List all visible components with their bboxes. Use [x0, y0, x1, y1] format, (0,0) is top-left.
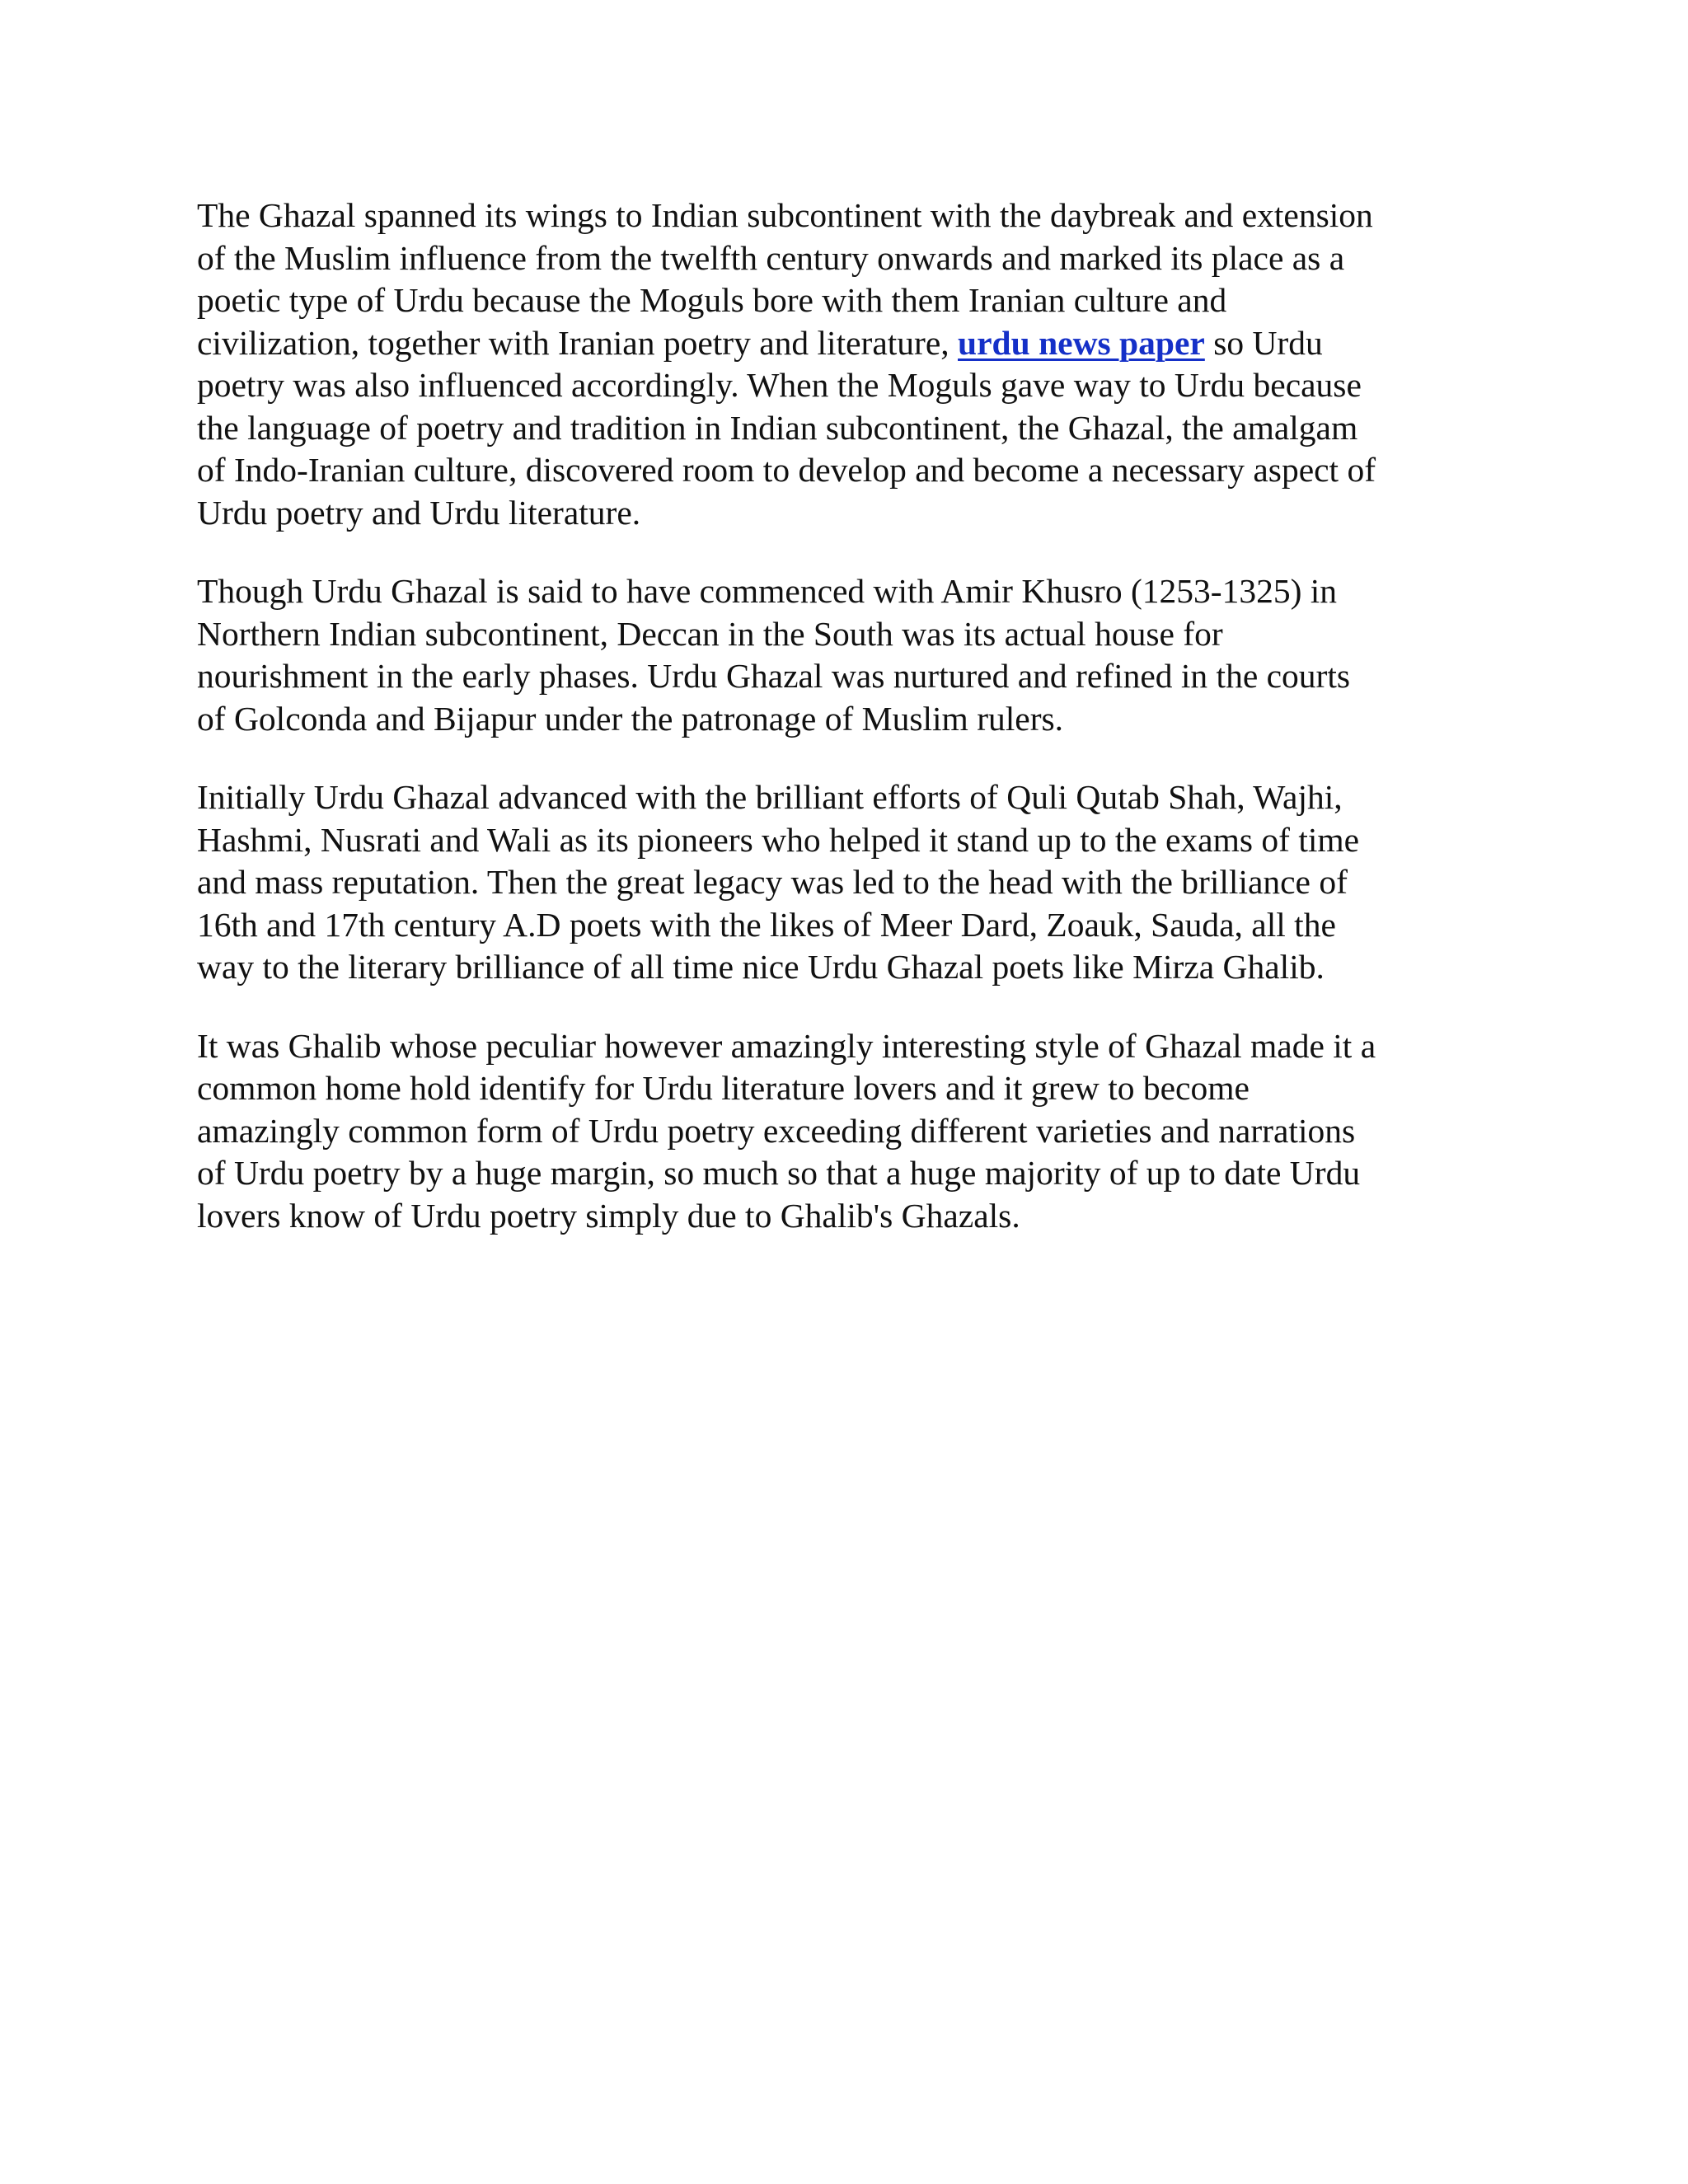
text-line: nourishment in the early phases. Urdu Ghazal was nurtured and refined in the courts — [197, 657, 1351, 695]
text-line: of the Muslim influence from the twelfth century onwards and marked its place as a — [197, 238, 1345, 277]
text-line: Hashmi, Nusrati and Wali as its pioneers who helped it stand up to the exams of time — [197, 820, 1360, 859]
text-line: way to the literary brilliance of all time nice Urdu Ghazal poets like Mirza Ghalib. — [197, 948, 1325, 986]
text-line: amazingly common form of Urdu poetry exceeding different varieties and narrations — [197, 1111, 1356, 1150]
paragraph-1 — [197, 194, 1483, 534]
text-line: It was Ghalib whose peculiar however amazingly interesting style of Ghazal made it a — [197, 1026, 1376, 1065]
text-segment: civilization, together with Iranian poetry and literature, — [197, 323, 950, 362]
text-line: The Ghazal spanned its wings to Indian subcontinent with the daybreak and extension — [197, 196, 1373, 234]
text-line: Urdu poetry and Urdu literature. — [197, 493, 641, 532]
text-line: the language of poetry and tradition in Indian subcontinent, the Ghazal, the amalgam — [197, 408, 1358, 447]
text-line: common home hold identify for Urdu literature lovers and it grew to become — [197, 1069, 1250, 1107]
text-line: lovers know of Urdu poetry simply due to Ghalib's Ghazals. — [197, 1196, 1020, 1235]
paragraph-2 — [197, 570, 1483, 740]
text-line-with-link — [197, 322, 1483, 365]
text-line: poetic type of Urdu because the Moguls bore with them Iranian culture and — [197, 281, 1227, 319]
paragraph-3 — [197, 776, 1483, 989]
paragraph-4 — [197, 1025, 1483, 1238]
text-line: Though Urdu Ghazal is said to have commenced with Amir Khusro (1253-1325) in — [197, 572, 1338, 610]
text-line: and mass reputation. Then the great legacy was led to the head with the brilliance of — [197, 863, 1348, 901]
text-line: of Urdu poetry by a huge margin, so much so that a huge majority of up to date Urdu — [197, 1154, 1361, 1192]
text-line: poetry was also influenced accordingly. When the Moguls gave way to Urdu because — [197, 366, 1362, 404]
text-line: 16th and 17th century A.D poets with the likes of Meer Dard, Zoauk, Sauda, all the — [197, 905, 1336, 944]
urdu-news-paper-link[interactable]: urdu news paper — [958, 323, 1205, 362]
text-segment: so Urdu — [1204, 323, 1323, 362]
text-line: Initially Urdu Ghazal advanced with the brilliant efforts of Quli Qutab Shah, Wajhi, — [197, 778, 1343, 816]
text-line: Northern Indian subcontinent, Deccan in the South was its actual house for — [197, 614, 1223, 653]
text-line: of Indo-Iranian culture, discovered room to develop and become a necessary aspect of — [197, 451, 1376, 489]
document-body — [197, 194, 1483, 1273]
text-line: of Golconda and Bijapur under the patronage of Muslim rulers. — [197, 699, 1064, 738]
